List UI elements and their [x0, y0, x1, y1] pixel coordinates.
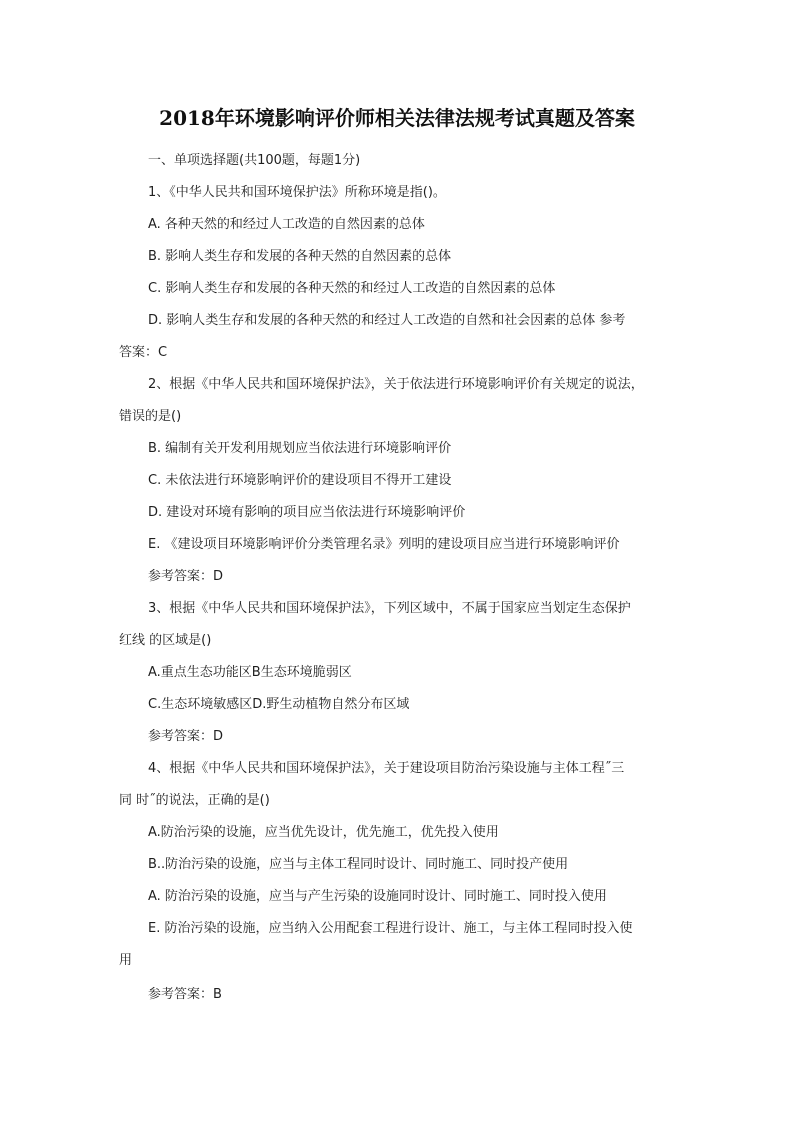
- section-heading: 一、单项选择题(共100题，每题1分): [148, 153, 361, 168]
- question-2-option-d: D. 建设对环境有影响的项目应当依法进行环境影响评价: [148, 505, 466, 520]
- document-title: 2018年环境影响评价师相关法律法规考试真题及答案: [159, 106, 635, 130]
- question-4-option-a-second: A. 防治污染的设施，应当与产生污染的设施同时设计、同时施工、同时投入使用: [148, 889, 607, 904]
- question-2-option-b: B. 编制有关开发利用规划应当依法进行环境影响评价: [148, 441, 452, 456]
- question-2-option-c: C. 未依法进行环境影响评价的建设项目不得开工建设: [148, 473, 452, 488]
- question-4-option-e: E. 防治污染的设施，应当纳入公用配套工程进行设计、施工，与主体工程同时投入使: [148, 921, 633, 936]
- question-2-answer: 参考答案：D: [148, 569, 224, 584]
- question-3-answer: 参考答案：D: [148, 729, 224, 744]
- question-2-option-e: E. 《建设项目环境影响评价分类管理名录》列明的建设项目应当进行环境影响评价: [148, 537, 620, 552]
- question-1-option-a: A. 各种天然的和经过人工改造的自然因素的总体: [148, 217, 425, 232]
- question-4-option-e-continued: 用: [119, 953, 133, 968]
- question-4-stem: 4、根据《中华人民共和国环境保护法》，关于建设项目防治污染设施与主体工程˝三: [148, 761, 625, 776]
- question-3-options-cd: C.生态环境敏感区D.野生动植物自然分布区域: [148, 697, 410, 712]
- question-1-stem: 1、《中华人民共和国环境保护法》所称环境是指()。: [148, 185, 446, 200]
- question-2-stem: 2、根据《中华人民共和国环境保护法》，关于依法进行环境影响评价有关规定的说法，: [148, 377, 644, 392]
- question-3-options-ab: A.重点生态功能区B生态环境脆弱区: [148, 665, 352, 680]
- question-4-option-b: B..防治污染的设施，应当与主体工程同时设计、同时施工、同时投产使用: [148, 857, 569, 872]
- question-1-option-b: B. 影响人类生存和发展的各种天然的自然因素的总体: [148, 249, 452, 264]
- question-4-stem-continued: 同 时˝的说法，正确的是(): [119, 793, 270, 808]
- question-1-option-d: D. 影响人类生存和发展的各种天然的和经过人工改造的自然和社会因素的总体 参考: [148, 313, 626, 328]
- question-2-stem-continued: 错误的是(): [119, 409, 182, 424]
- question-4-answer: 参考答案：B: [148, 987, 222, 1002]
- question-1-option-c: C. 影响人类生存和发展的各种天然的和经过人工改造的自然因素的总体: [148, 281, 556, 296]
- question-1-answer: 答案：C: [119, 345, 168, 360]
- question-3-stem: 3、根据《中华人民共和国环境保护法》，下列区域中，不属于国家应当划定生态保护: [148, 601, 631, 616]
- question-4-option-a: A.防治污染的设施，应当优先设计，优先施工，优先投入使用: [148, 825, 499, 840]
- question-3-stem-continued: 红线 的区域是(): [119, 633, 212, 648]
